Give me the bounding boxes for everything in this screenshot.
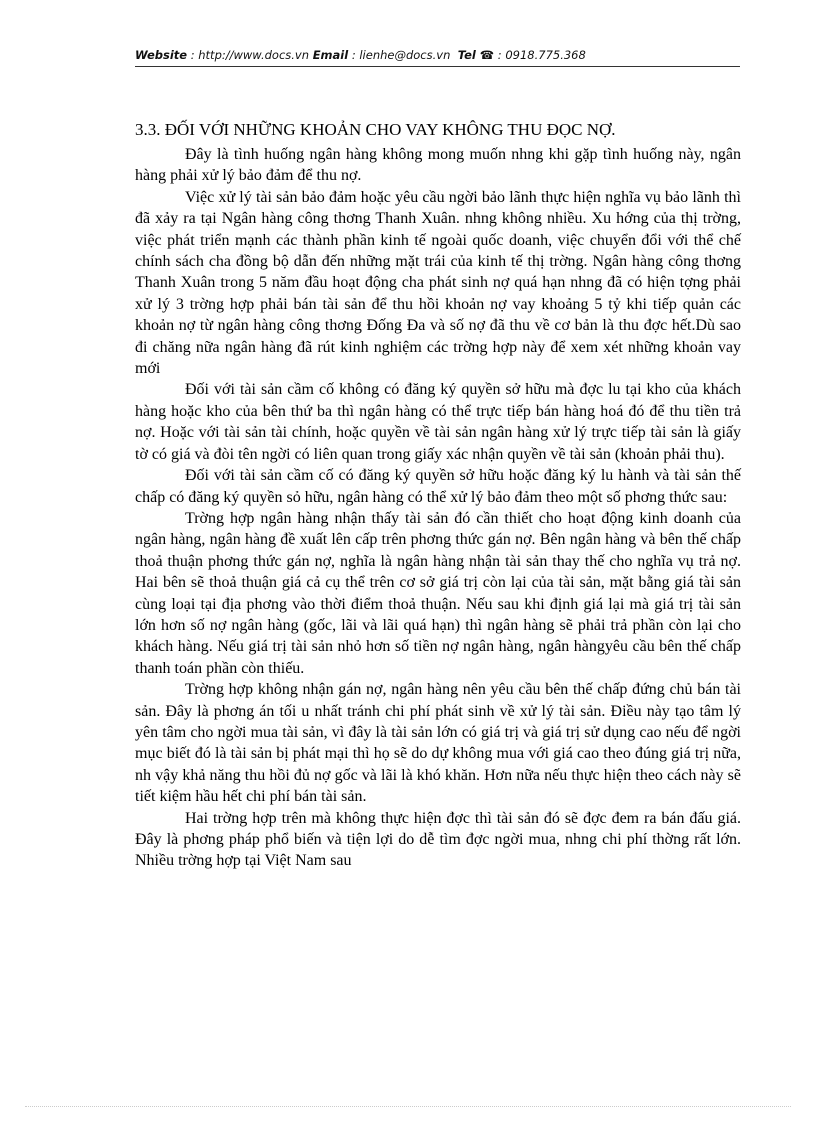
paragraph: Đối với tài sản cầm cố có đăng ký quyền sở hữu hoặc đăng ký lu hành và tài sản thế chấp có đăng ký quyền sỏ hữu, ngân hàng có thể xử lý bảo đảm theo một số phơng thức sau: xyxy=(135,467,741,506)
tel-label: Tel ☎ xyxy=(457,48,495,62)
website-label: Website xyxy=(135,48,188,62)
paragraph: Việc xử lý tài sản bảo đảm hoặc yêu cầu ngời bảo lãnh thực hiện nghĩa vụ bảo lãnh thì đã xảy ra tại Ngân hàng công thơng Thanh Xuân. nhng không nhiều. Xu hớng của thị trờng, việc phát triển mạnh các thành phần kinh tế ngoài quốc doanh, việc chuyển đổi với thể chế chính sách cha đồng bộ dẫn đến những mặt trái của kinh tế thị trờng. Ngân hàng công thơng Thanh Xuân trong 5 năm đầu hoạt động cha phát sinh nợ quá hạn nhng đã có hiện tợng phải xử lý 3 trờng hợp phải bán tài sản để thu hồi khoản nợ vay khoảng 5 tỷ khi tiếp quản các khoản nợ từ ngân hàng công thơng Đống Đa và số nợ đã thu về cơ bản là thu đợc hết.Dù sao đi chăng nữa ngân hàng đã rút kinh nghiệm các trờng hợp này để xem xét những khoản vay mới xyxy=(135,188,741,378)
website-url[interactable]: : http://www.docs.vn xyxy=(190,48,310,62)
email-label: Email xyxy=(312,48,349,62)
paragraph: Trờng hợp ngân hàng nhận thấy tài sản đó cần thiết cho hoạt động kinh doanh của ngân hàng, ngân hàng đề xuất lên cấp trên phơng thức gán nợ. Bên ngân hàng và bên thế chấp thoả thuận phơng thức gán nợ, nghĩa là ngân hàng nhận tài sản thay thế cho nghĩa vụ trả nợ. Hai bên sẽ thoả thuận giá cả cụ thể trên cơ sở giá trị còn lại của tài sản, mặt bằng giá tài sản cùng loại tại địa phơng vào thời điểm thoả thuận. Nếu sau khi định giá lại mà giá trị tài sản lớn hơn số nợ ngân hàng (gốc, lãi và lãi quá hạn) thì ngân hàng sẽ phải trả phần còn lại cho khách hàng. Nếu giá trị tài sản nhỏ hơn số tiền nợ ngân hàng, ngân hàngyêu cầu bên thế chấp thanh toán phần còn thiếu. xyxy=(135,509,741,677)
tel-number: : 0918.775.368 xyxy=(497,48,586,62)
page-header xyxy=(135,48,740,62)
header-divider xyxy=(135,66,740,67)
paragraph: Đối với tài sản cầm cố không có đăng ký quyền sở hữu mà đợc lu tại kho của khách hàng hoặc kho của bên thứ ba thì ngân hàng có thể trực tiếp bán hàng hoá đó để thu tiền trả nợ. Hoặc với tài sản tài chính, hoặc quyền về tài sản ngân hàng xử lý trực tiếp tài sản là giấy tờ có giá và đòi tên ngời có liên quan trong giấy xác nhận quyền về tài sản (khoản phải thu). xyxy=(135,381,741,463)
paragraph: Hai trờng hợp trên mà không thực hiện đợc thì tài sản đó sẽ đợc đem ra bán đấu giá. Đây là phơng pháp phổ biến và tiện lợi do dễ tìm đợc ngời mua, nhng chi phí thờng rất lớn. Nhiều trờng hợp tại Việt Nam sau xyxy=(135,809,741,870)
email-address[interactable]: : lienhe@docs.vn xyxy=(351,48,451,62)
footer-divider xyxy=(25,1106,791,1107)
paragraph: Đây là tình huống ngân hàng không mong muốn nhng khi gặp tình huống này, ngân hàng phải xử lý bảo đảm để thu nợ. xyxy=(135,146,741,185)
document-body xyxy=(135,144,741,872)
section-heading: 3.3. ĐỐI VỚI NHỮNG KHOẢN CHO VAY KHÔNG THU ĐỌC NỢ. xyxy=(135,120,616,139)
paragraph: Trờng hợp không nhận gán nợ, ngân hàng nên yêu cầu bên thế chấp đứng chủ bán tài sản. Đây là phơng án tối u nhất tránh chi phí phát sinh về xử lý tài sản. Điều này tạo tâm lý yên tâm cho ngời mua tài sản, vì đây là tài sản lớn có giá trị và giá trị sử dụng cao nếu để ngời mục biết đó là tài sản bị phát mại thì họ sẽ do dự không mua với giá cao theo đúng giá trị nữa, nh vậy khả năng thu hồi đủ nợ gốc và lãi là khó khăn. Hơn nữa nếu thực hiện theo cách này sẽ tiết kiệm hầu hết chi phí bán tài sản. xyxy=(135,681,741,806)
